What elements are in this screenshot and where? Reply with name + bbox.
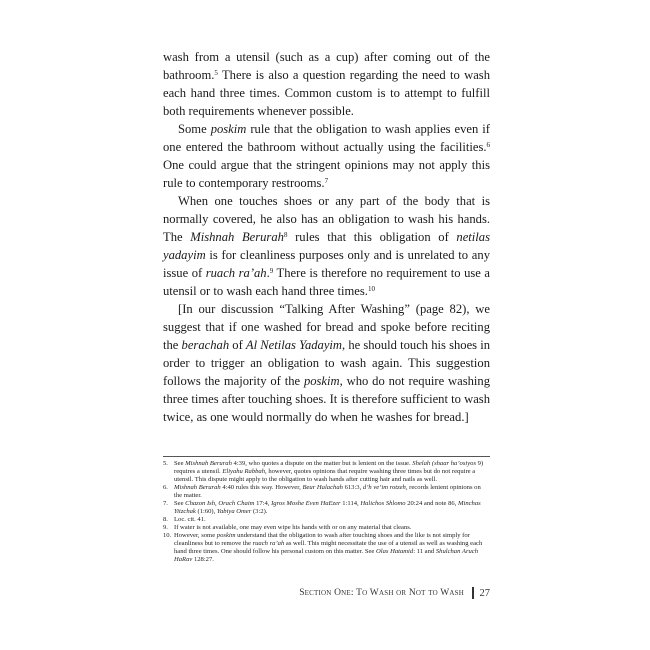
footnote-ref: 8 (283, 231, 288, 239)
footnote: 8. Loc. cit. 41. (163, 516, 206, 523)
running-footer (299, 587, 490, 599)
footnote-ref: 10 (367, 285, 375, 293)
footnote-ref: 7 (324, 177, 329, 185)
footnote: 10. However, some poskim understand that the obligation to wash after touching shoes and the like is not simply for cleanliness but to remove the ruach ra’ah as well. This might necessitate the use of a utensil as well as washing each hand three times. One should follow his personal custom on this matter. See Olas Hatamid: 11 and Shulchan Aruch HaRav 128:27. (163, 532, 483, 563)
paragraph: Some poskim rule that the obligation to wash applies even if one entered the bathroom without actually using the facilities.$^6$ One could argue that the stringent opinions may not apply this rule to contemporary restrooms.$^7$ (163, 122, 490, 190)
main-text (163, 48, 490, 426)
footnotes (163, 460, 490, 564)
footnote-divider (163, 456, 490, 457)
footnote-ref: 9 (269, 267, 274, 275)
footer-separator (472, 587, 474, 599)
footnote-ref: 5 (214, 69, 218, 77)
footnote-ref: 6 (486, 141, 490, 149)
paragraph: When one touches shoes or any part of the body that is normally covered, he also has an obligation to wash his hands. The Mishnah Berurah$^8$ rules that this obligation of netilas yadayim is for cleanliness purposes only and is unrelated to any issue of ruach ra’ah.$^9$ There is therefore no requirement to use a utensil or to wash each hand three times.$^{10}$ (163, 194, 491, 298)
footnote: 6. Mishnah Berurah 4:40 rules this way. However, Beur Halachah 613:3, d’h ve’im rotzeh, records lenient opinions on the matter. (163, 484, 481, 499)
paragraph: wash from a utensil (such as a cup) after coming out of the bathroom.$^5$ There is also a question regarding the need to wash each hand three times. Common custom is to attempt to fulfill both requirements whenever possible. (163, 50, 490, 118)
page-number: 27 (479, 587, 490, 599)
footnote: 9. If water is not available, one may even wipe his hands with or on any material that cleans. (163, 524, 412, 531)
paragraph: [In our discussion “Talking After Washing” (page 82), we suggest that if one washed for bread and spoke before reciting the berachah of Al Netilas Yadayim, he should touch his shoes in order to trigger an obligation to wash again. This suggestion follows the majority of the poskim, who do not require washing three times after touching shoes. It is therefore sufficient to wash twice, as one would normally do when he washes for bread.] (163, 302, 491, 424)
footnote: 5. See Mishnah Berurah 4:39, who quotes a dispute on the matter but is lenient on the issue. Shelah (shaar ha’osiyos 9) requires a utensil. Eliyahu Rabbah, however, quotes opinions that require washing three times but do not require a utensil. This dispute might apply to the obligation to wash hands after cutting hair and nails as well. (163, 460, 484, 483)
section-title: Section One: To Wash or Not to Wash (299, 588, 464, 598)
footnote: 7. See Chazon Ish, Orach Chaim 17:4, Igros Moshe Even HaEzer 1:114, Halichos Shlomo 20:24 and note 86, Minchas Yitzchak (1:60), Yabiya Omer (3:2). (163, 500, 481, 515)
